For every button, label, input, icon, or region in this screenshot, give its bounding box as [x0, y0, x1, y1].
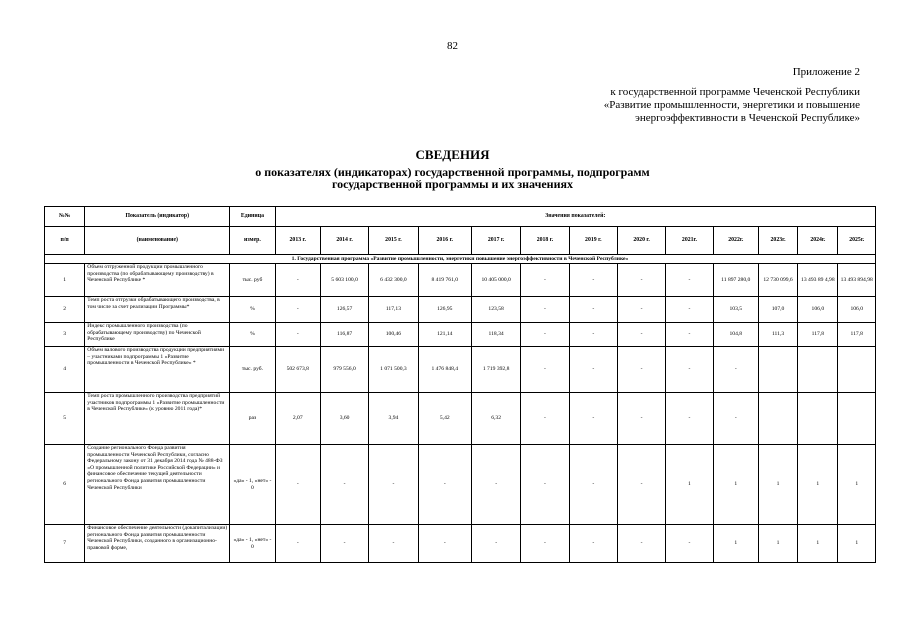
- value-cell: 8 419 761,0: [418, 264, 471, 297]
- value-cell: -: [275, 323, 320, 347]
- document-subtitle: [0, 166, 905, 190]
- value-cell: -: [275, 445, 320, 525]
- value-cell: 13 493 894,98: [838, 264, 876, 297]
- header-unit: Единица: [230, 207, 275, 227]
- year-header: 2017 г.: [471, 227, 520, 255]
- value-cell: -: [471, 445, 520, 525]
- year-header: 2014 г.: [320, 227, 368, 255]
- value-cell: -: [569, 445, 617, 525]
- value-cell: 1: [838, 445, 876, 525]
- table-row: [45, 347, 876, 393]
- value-cell: -: [521, 393, 569, 445]
- value-cell: 103,5: [713, 297, 758, 323]
- value-cell: 107,0: [758, 297, 797, 323]
- value-cell: -: [713, 347, 758, 393]
- header-indicator-2: (наименование): [85, 227, 230, 255]
- unit-cell: «да» - 1, «нет» - 0: [230, 445, 275, 525]
- value-cell: -: [617, 297, 665, 323]
- year-header: 2021г.: [666, 227, 713, 255]
- value-cell: -: [320, 445, 368, 525]
- value-cell: 1: [758, 525, 797, 563]
- value-cell: -: [275, 264, 320, 297]
- value-cell: 111,3: [758, 323, 797, 347]
- year-header: 2023г.: [758, 227, 797, 255]
- unit-cell: раз: [230, 393, 275, 445]
- table-row: [45, 297, 876, 323]
- value-cell: 1 719 392,8: [471, 347, 520, 393]
- unit-cell: «да» - 1, «нет» - 0: [230, 525, 275, 563]
- header-number: №№: [45, 207, 85, 227]
- table-row: [45, 323, 876, 347]
- value-cell: -: [617, 445, 665, 525]
- value-cell: -: [471, 525, 520, 563]
- value-cell: -: [569, 347, 617, 393]
- value-cell: 117,8: [838, 323, 876, 347]
- value-cell: 3,60: [320, 393, 368, 445]
- year-header: 2018 г.: [521, 227, 569, 255]
- value-cell: -: [521, 264, 569, 297]
- table-row: [45, 393, 876, 445]
- table-row: [45, 264, 876, 297]
- appendix-line-1: к государственной программе Чеченской Республики: [610, 86, 860, 98]
- value-cell: -: [418, 445, 471, 525]
- value-cell: 5 603 100,0: [320, 264, 368, 297]
- unit-cell: %: [230, 297, 275, 323]
- value-cell: 5,42: [418, 393, 471, 445]
- row-number: 3: [45, 323, 85, 347]
- document-title: СВЕДЕНИЯ: [415, 147, 490, 162]
- value-cell: [798, 347, 838, 393]
- value-cell: -: [521, 297, 569, 323]
- row-number: 6: [45, 445, 85, 525]
- value-cell: 1: [713, 525, 758, 563]
- header-values: Значения показателей:: [275, 207, 875, 227]
- value-cell: [758, 347, 797, 393]
- value-cell: -: [666, 297, 713, 323]
- value-cell: -: [713, 393, 758, 445]
- subtitle-line-1: о показателях (индикаторах) государственной программы, подпрограмм: [255, 165, 650, 179]
- value-cell: 979 556,0: [320, 347, 368, 393]
- value-cell: 2,07: [275, 393, 320, 445]
- header-indicator: Показатель (индикатор): [85, 207, 230, 227]
- value-cell: 1: [838, 525, 876, 563]
- value-cell: -: [275, 297, 320, 323]
- value-cell: 106,0: [798, 297, 838, 323]
- indicator-name: Финансовое обеспечение деятельности (докапитализации) регионального Фонда развития промышленности Чеченской Республики, созданного в организационно-правовой форме,: [85, 525, 230, 563]
- indicators-table: [44, 206, 876, 563]
- value-cell: -: [418, 525, 471, 563]
- value-cell: 11 897 280,0: [713, 264, 758, 297]
- value-cell: [838, 347, 876, 393]
- header-unit-2: измер.: [230, 227, 275, 255]
- value-cell: -: [320, 525, 368, 563]
- year-header: 2025г.: [838, 227, 876, 255]
- row-number: 1: [45, 264, 85, 297]
- indicator-name: Темп роста отгрузки обрабатывающего производства, в том числе за счет реализации Программы*: [85, 297, 230, 323]
- value-cell: 1: [798, 445, 838, 525]
- value-cell: 3,94: [369, 393, 418, 445]
- value-cell: -: [569, 264, 617, 297]
- value-cell: -: [617, 393, 665, 445]
- subtitle-line-2: государственной программы и их значениях: [331, 177, 573, 191]
- value-cell: 1: [666, 445, 713, 525]
- indicator-name: Объем отгруженной продукции промышленного производства (по обрабатывающему производству) в Чеченской Республике *: [85, 264, 230, 297]
- value-cell: -: [521, 525, 569, 563]
- value-cell: -: [521, 347, 569, 393]
- value-cell: 6,32: [471, 393, 520, 445]
- appendix-line-2: «Развитие промышленности, энергетики и повышение: [603, 99, 860, 111]
- value-cell: -: [666, 264, 713, 297]
- value-cell: 117,13: [369, 297, 418, 323]
- value-cell: -: [617, 347, 665, 393]
- value-cell: 121,14: [418, 323, 471, 347]
- value-cell: 1 071 500,3: [369, 347, 418, 393]
- value-cell: [838, 393, 876, 445]
- year-header: 2022г.: [713, 227, 758, 255]
- section-title: 1. Государственная программа «Развитие промышленности, энергетики повышение энергоэффективности в Чеченской Республике»: [45, 255, 876, 264]
- table-row: [45, 445, 876, 525]
- year-header: 2015 г.: [369, 227, 418, 255]
- table-row: [45, 525, 876, 563]
- value-cell: 502 673,8: [275, 347, 320, 393]
- header-number-2: п/п: [45, 227, 85, 255]
- header-years-row: [45, 227, 876, 255]
- value-cell: 123,58: [471, 297, 520, 323]
- unit-cell: %: [230, 323, 275, 347]
- value-cell: 104,8: [713, 323, 758, 347]
- page-number: 82: [447, 40, 458, 52]
- value-cell: -: [369, 445, 418, 525]
- value-cell: 1: [758, 445, 797, 525]
- value-cell: -: [666, 323, 713, 347]
- value-cell: [798, 393, 838, 445]
- value-cell: -: [569, 393, 617, 445]
- value-cell: -: [617, 323, 665, 347]
- year-header: 2016 г.: [418, 227, 471, 255]
- value-cell: -: [521, 323, 569, 347]
- value-cell: -: [275, 525, 320, 563]
- value-cell: -: [666, 347, 713, 393]
- row-number: 7: [45, 525, 85, 563]
- value-cell: 126,57: [320, 297, 368, 323]
- value-cell: 126,95: [418, 297, 471, 323]
- value-cell: 100,46: [369, 323, 418, 347]
- indicator-name: Объем валового производства продукции предприятиями – участниками подпрограммы 1 «Развитие промышленности в Чеченской Республике» *: [85, 347, 230, 393]
- value-cell: 1: [713, 445, 758, 525]
- appendix-header: [604, 66, 860, 125]
- indicator-name: Создание регионального Фонда развития промышленности Чеченской Республики, согласно Федеральному закону от 31 декабря 2014 года № 488-ФЗ «О промышленной политике Российской Федерации» и финансовое обеспечение текущей деятельности регионального Фонда развития промышленности Чеченской Республики: [85, 445, 230, 525]
- indicator-name: Индекс промышленного производства (по обрабатывающему производству) по Чеченской Республике: [85, 323, 230, 347]
- value-cell: -: [666, 525, 713, 563]
- value-cell: -: [617, 264, 665, 297]
- unit-cell: тыс. руб.: [230, 347, 275, 393]
- row-number: 2: [45, 297, 85, 323]
- value-cell: -: [569, 525, 617, 563]
- value-cell: -: [569, 297, 617, 323]
- value-cell: 10 405 000,0: [471, 264, 520, 297]
- value-cell: 13 493 89 4,98: [798, 264, 838, 297]
- value-cell: 1: [798, 525, 838, 563]
- section-row: [45, 255, 876, 264]
- appendix-line-3: энергоэффективности в Чеченской Республике»: [635, 112, 860, 124]
- row-number: 5: [45, 393, 85, 445]
- value-cell: 12 730 099,6: [758, 264, 797, 297]
- value-cell: 1 476 848,4: [418, 347, 471, 393]
- row-number: 4: [45, 347, 85, 393]
- year-header: 2020 г.: [617, 227, 665, 255]
- year-header: 2013 г.: [275, 227, 320, 255]
- unit-cell: тыс. руб: [230, 264, 275, 297]
- year-header: 2019 г.: [569, 227, 617, 255]
- appendix-label: Приложение 2: [792, 66, 860, 78]
- value-cell: 116,87: [320, 323, 368, 347]
- value-cell: -: [569, 323, 617, 347]
- value-cell: -: [617, 525, 665, 563]
- value-cell: 106,0: [838, 297, 876, 323]
- value-cell: 6 432 300,0: [369, 264, 418, 297]
- indicator-name: Темп роста промышленного производства предприятий участников подпрограммы 1 «Развитие промышленности в Чеченской Республике» (к уровню 2011 года)*: [85, 393, 230, 445]
- value-cell: -: [666, 393, 713, 445]
- year-header: 2024г.: [798, 227, 838, 255]
- value-cell: [758, 393, 797, 445]
- value-cell: -: [369, 525, 418, 563]
- value-cell: 117,8: [798, 323, 838, 347]
- value-cell: 118,34: [471, 323, 520, 347]
- value-cell: -: [521, 445, 569, 525]
